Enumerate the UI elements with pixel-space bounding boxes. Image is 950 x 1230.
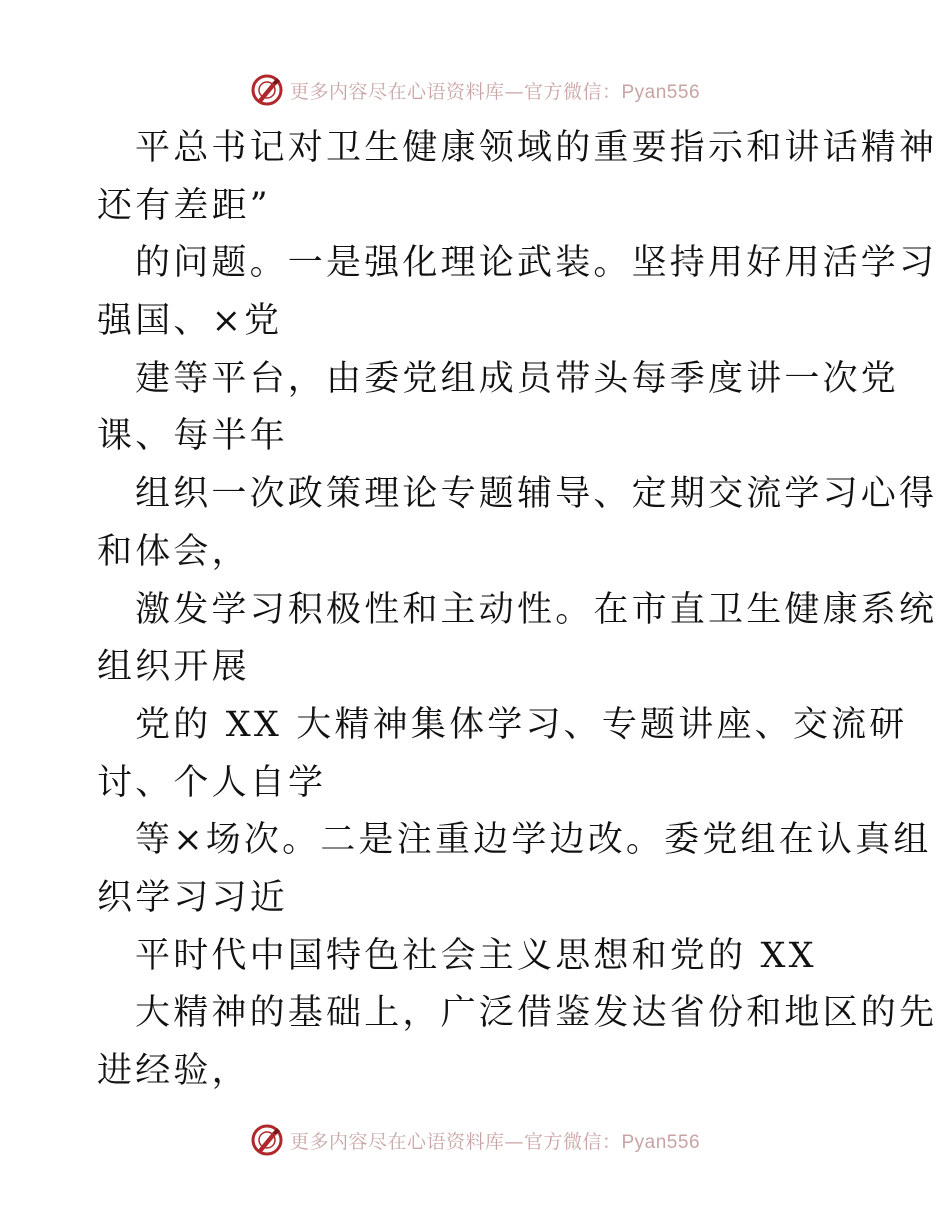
watermark-id: Pyan556 — [621, 1131, 701, 1153]
footer-watermark — [0, 1122, 950, 1158]
text-line: 讨、个人自学 — [97, 762, 327, 803]
watermark-text: 更多内容尽在心语资料库—官方微信：Pyan556 — [289, 80, 701, 103]
text-line: 的问题。一是强化理论武装。坚持用好用活学习 — [135, 243, 938, 284]
text-line: 平总书记对卫生健康领域的重要指示和讲话精神 — [135, 128, 938, 168]
text-line: 激发学习积极性和主动性。在市直卫生健康系统 — [135, 589, 938, 630]
text-line: 组织一次政策理论专题辅导、定期交流学习心得 — [135, 474, 938, 515]
body-text — [97, 120, 938, 1101]
text-line: 建等平台，由委党组成员带头每季度讲一次党 — [135, 358, 900, 399]
text-line: 课、每半年 — [97, 416, 289, 457]
text-line: 组织开展 — [97, 647, 250, 688]
text-line: 和体会， — [97, 531, 250, 572]
text-line: 等×场次。二是注重边学边改。委党组在认真组 — [135, 820, 932, 861]
text-line: 大精神的基础上，广泛借鉴发达省份和地区的先 — [135, 993, 938, 1034]
watermark-text: 更多内容尽在心语资料库—官方微信：Pyan556 — [289, 1130, 701, 1153]
text-line: 平时代中国特色社会主义思想和党的 XX — [135, 935, 817, 976]
header-watermark — [0, 72, 950, 108]
text-line: 还有差距” — [97, 185, 271, 226]
pen-logo-icon — [250, 1123, 284, 1157]
text-line: 进经验， — [97, 1051, 250, 1091]
text-line: 党的 XX 大精神集体学习、专题讲座、交流研 — [135, 704, 908, 745]
watermark-id: Pyan556 — [621, 81, 701, 103]
pen-logo-icon — [250, 73, 284, 107]
text-line: 织学习习近 — [97, 877, 289, 918]
text-line: 强国、×党 — [97, 301, 283, 342]
